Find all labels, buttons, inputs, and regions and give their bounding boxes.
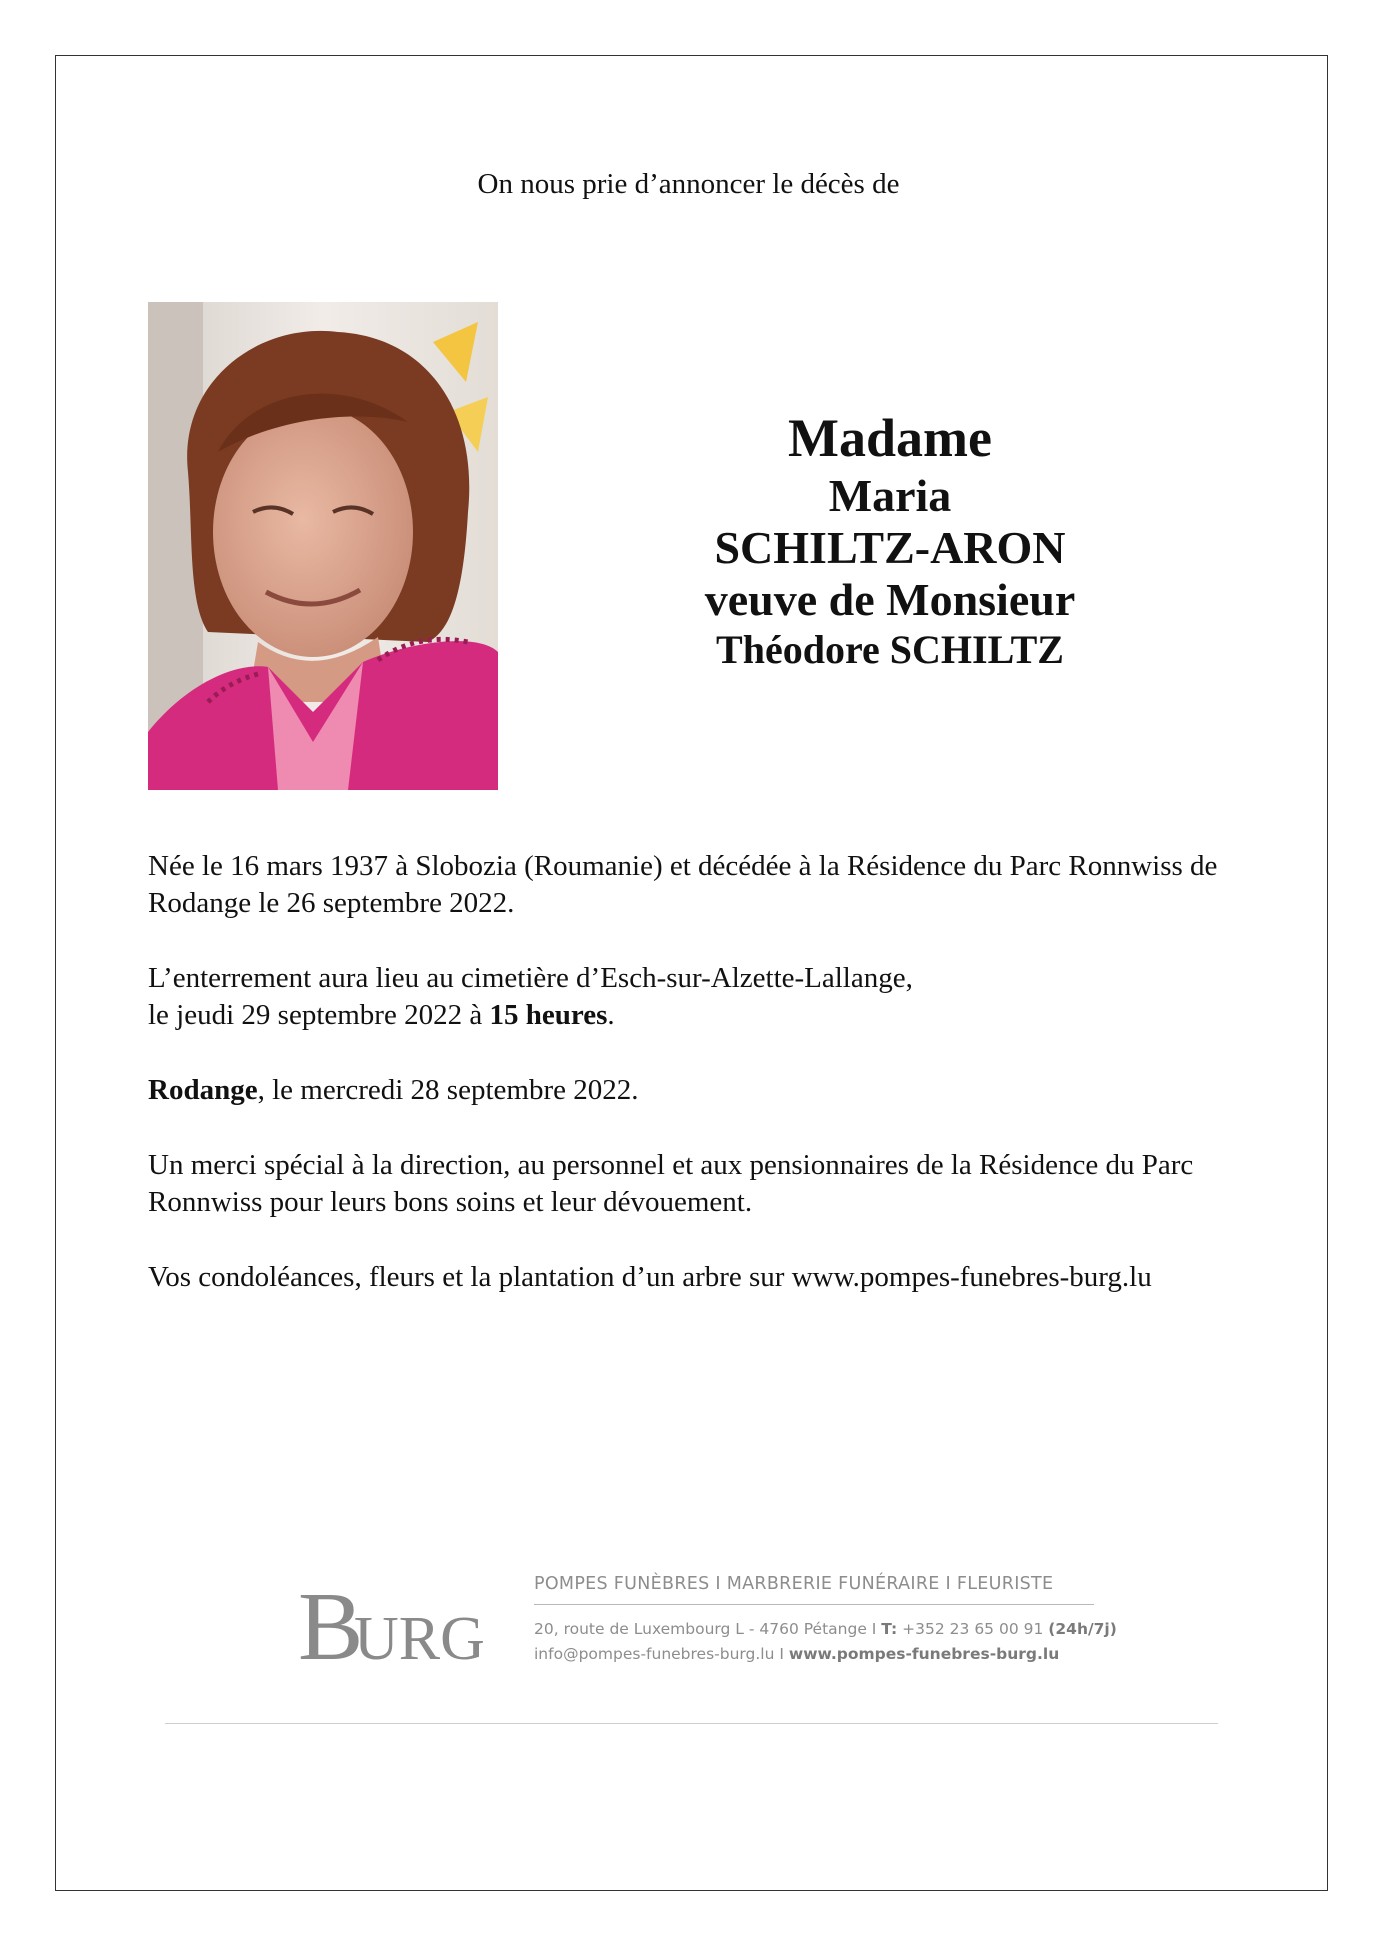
funeral-time: 15 heures <box>489 999 608 1031</box>
footer-divider <box>534 1604 1094 1605</box>
burg-logo-b: B <box>298 1573 364 1673</box>
email-link[interactable]: info@pompes-funebres-burg.lu <box>534 1645 775 1663</box>
place-date: , le mercredi 28 septembre 2022. <box>257 1074 639 1106</box>
bottom-divider <box>165 1723 1218 1724</box>
birth-death-paragraph: Née le 16 mars 1937 à Slobozia (Roumanie) et décédée à la Résidence du Parc Ronnwiss de Rodange le 26 septembre 2022. <box>148 850 1218 919</box>
condolences-paragraph: Vos condoléances, fleurs et la plantation d’un arbre sur www.pompes-funebres-burg.lu <box>148 1261 1152 1293</box>
name-title: Madame <box>788 408 992 468</box>
funeral-paragraph <box>148 960 1238 1034</box>
thanks-paragraph: Un merci spécial à la direction, au personnel et aux pensionnaires de la Résidence du Parc Ronnwiss pour leurs bons soins et leur dévouement. <box>148 1149 1194 1218</box>
burg-logo <box>298 1573 488 1673</box>
deceased-name-block <box>630 408 1150 672</box>
first-name: Maria <box>828 469 952 521</box>
phone-hours: (24h/7j) <box>1048 1620 1117 1638</box>
phone-label: T: <box>881 1620 898 1638</box>
announcement-body <box>148 848 1238 1334</box>
place-name: Rodange <box>148 1074 258 1106</box>
services-line: POMPES FUNÈBRES I MARBRERIE FUNÉRAIRE I FLEURISTE <box>534 1574 1054 1594</box>
funeral-location: L’enterrement aura lieu au cimetière d’Esch-sur-Alzette-Lallange, <box>148 962 913 994</box>
funeral-home-info <box>534 1574 1117 1667</box>
website-link[interactable]: www.pompes-funebres-burg.lu <box>788 1645 1060 1663</box>
widow-line: veuve de Monsieur <box>704 574 1076 626</box>
phone-number[interactable]: +352 23 65 00 91 <box>902 1620 1044 1638</box>
funeral-period: . <box>607 999 615 1031</box>
address-line <box>534 1617 1117 1642</box>
funeral-date: le jeudi 29 septembre 2022 à <box>148 999 483 1031</box>
burg-logo-text: URG <box>354 1605 485 1673</box>
husband-name: Théodore SCHILTZ <box>716 626 1064 672</box>
place-date-paragraph <box>148 1072 1238 1109</box>
address: 20, route de Luxembourg L - 4760 Pétange I <box>534 1620 877 1638</box>
portrait-photo <box>148 302 498 790</box>
contact-separator: I <box>779 1645 784 1663</box>
last-name: SCHILTZ-ARON <box>714 521 1066 573</box>
contact-line <box>534 1642 1094 1667</box>
announcement-intro: On nous prie d’annoncer le décès de <box>477 168 900 200</box>
